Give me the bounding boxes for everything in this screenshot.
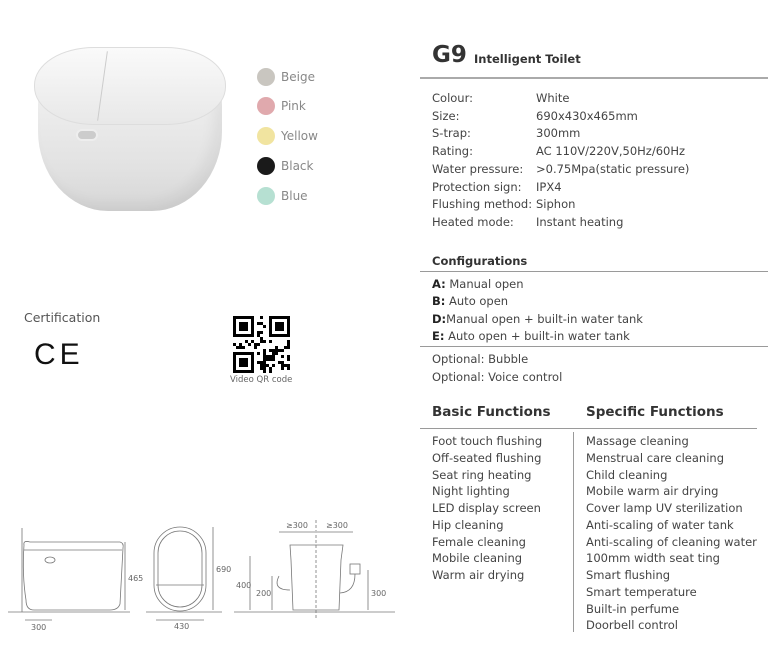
- dim-clear-right: ≥300: [326, 521, 348, 530]
- configurations-heading: Configurations: [432, 254, 528, 268]
- optional-item: Optional: Voice control: [432, 370, 563, 384]
- basic-function-item: Foot touch flushing: [432, 434, 543, 448]
- basic-function-item: Night lighting: [432, 484, 510, 499]
- basic-function-item: Female cleaning: [432, 534, 526, 549]
- basic-function-item: LED display screen: [432, 501, 541, 515]
- specific-functions-heading: Specific Functions: [586, 404, 724, 420]
- dim-clear-left: ≥300: [286, 521, 308, 530]
- specific-function-item: Massage cleaning: [586, 434, 689, 448]
- spec-label: Water pressure:: [432, 161, 524, 176]
- spec-value: Siphon: [536, 197, 576, 212]
- dimension-drawings: [0, 500, 400, 640]
- swatch-beige[interactable]: [257, 68, 275, 86]
- spec-label: Rating:: [432, 144, 473, 159]
- spec-label: Size:: [432, 108, 460, 123]
- dim-300-trap: 300: [371, 589, 387, 598]
- dim-465: 465: [128, 574, 144, 583]
- side-view: [8, 528, 143, 632]
- dim-430: 430: [174, 622, 190, 631]
- config-item: [432, 329, 630, 343]
- config-item: [432, 277, 524, 291]
- specific-function-item: Mobile warm air drying: [586, 484, 719, 499]
- specific-function-item: Smart flushing: [586, 568, 671, 582]
- dim-300: 300: [31, 623, 47, 632]
- config-text: Manual open: [445, 277, 524, 291]
- config-item: [432, 294, 508, 308]
- swatch-label: Pink: [281, 99, 306, 113]
- product-image: [30, 45, 230, 213]
- qr-code[interactable]: [233, 316, 290, 373]
- config-key: E:: [432, 329, 445, 343]
- specific-function-item: Doorbell control: [586, 618, 678, 633]
- basic-function-item: Hip cleaning: [432, 517, 504, 532]
- spec-label: S-trap:: [432, 126, 471, 141]
- divider: [420, 77, 768, 79]
- swatch-label: Yellow: [281, 129, 318, 143]
- specific-function-item: Menstrual care cleaning: [586, 450, 724, 465]
- optional-item: Optional: Bubble: [432, 352, 529, 366]
- product-name: Intelligent Toilet: [474, 52, 581, 66]
- dim-690: 690: [216, 565, 232, 574]
- ce-mark: CE: [34, 338, 84, 371]
- basic-function-item: Off-seated flushing: [432, 450, 542, 465]
- swatch-black[interactable]: [257, 157, 275, 175]
- basic-functions-heading: Basic Functions: [432, 404, 551, 420]
- top-view: [146, 527, 231, 631]
- basic-function-item: Seat ring heating: [432, 467, 532, 482]
- basic-function-item: Mobile cleaning: [432, 551, 523, 566]
- spec-label: Heated mode:: [432, 214, 514, 229]
- config-text: Auto open + built-in water tank: [444, 329, 630, 343]
- divider: [420, 428, 757, 429]
- spec-value: White: [536, 91, 570, 105]
- swatch-yellow[interactable]: [257, 127, 275, 145]
- specific-function-item: Anti-scaling of water tank: [586, 517, 734, 532]
- config-text: Auto open: [445, 294, 509, 308]
- specific-function-item: Built-in perfume: [586, 601, 680, 616]
- swatch-label: Blue: [281, 189, 308, 203]
- certification-label: Certification: [24, 310, 101, 325]
- config-item: [432, 312, 643, 326]
- specific-function-item: 100mm width seat ting: [586, 551, 720, 566]
- spec-value: >0.75Mpa(static pressure): [536, 161, 690, 176]
- spec-label: Colour:: [432, 91, 473, 105]
- column-divider: [573, 432, 574, 632]
- specific-function-item: Child cleaning: [586, 467, 668, 482]
- product-model: G9: [432, 42, 467, 68]
- spec-value: 690x430x465mm: [536, 108, 638, 123]
- config-key: B:: [432, 294, 446, 308]
- config-key: D:: [432, 312, 447, 326]
- basic-function-item: Warm air drying: [432, 568, 525, 582]
- swatch-pink[interactable]: [257, 97, 275, 115]
- specific-function-item: Anti-scaling of cleaning water: [586, 534, 757, 549]
- dim-200: 200: [256, 589, 272, 598]
- spec-value: Instant heating: [536, 214, 624, 229]
- spec-label: Flushing method:: [432, 197, 533, 212]
- spec-label: Protection sign:: [432, 179, 522, 194]
- divider: [420, 346, 768, 347]
- config-key: A:: [432, 277, 446, 291]
- spec-value: AC 110V/220V,50Hz/60Hz: [536, 144, 686, 159]
- front-view: [234, 520, 395, 620]
- dim-400: 400: [236, 581, 252, 590]
- spec-value: 300mm: [536, 126, 581, 141]
- swatch-label: Black: [281, 159, 314, 173]
- specific-function-item: Smart temperature: [586, 584, 697, 599]
- swatch-label: Beige: [281, 70, 315, 84]
- config-text: Manual open + built-in water tank: [446, 312, 643, 326]
- spec-value: IPX4: [536, 179, 562, 194]
- qr-caption: Video QR code: [230, 375, 293, 385]
- divider: [420, 271, 768, 272]
- swatch-blue[interactable]: [257, 187, 275, 205]
- specific-function-item: Cover lamp UV sterilization: [586, 501, 743, 515]
